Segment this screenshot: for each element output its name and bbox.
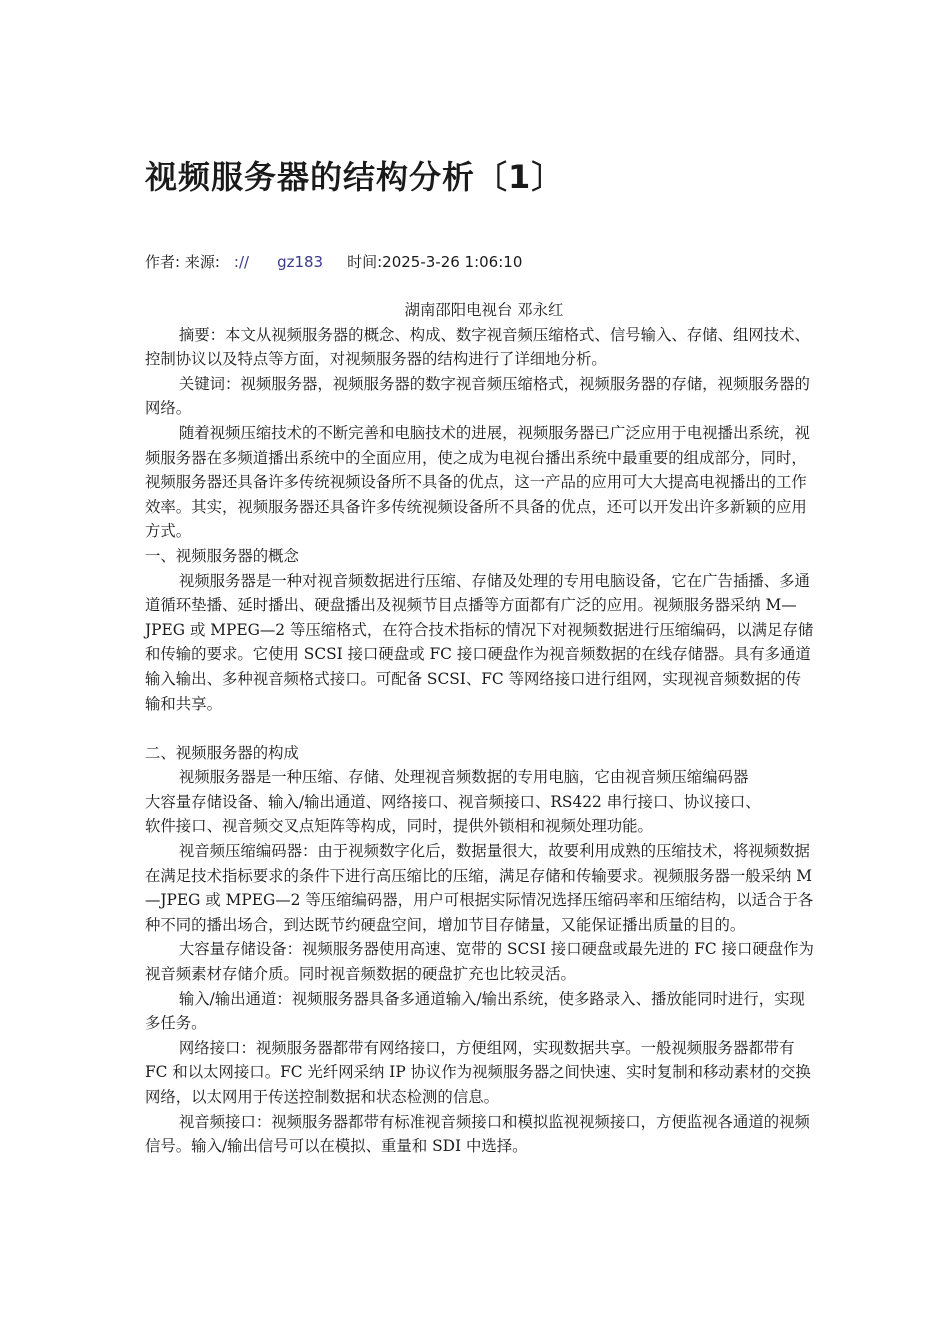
composition-line: 软件接口、视音频交叉点矩阵等构成，同时，提供外锁相和视频处理功能。 [145, 817, 653, 836]
author-link[interactable]: gz183 [277, 253, 324, 271]
storage-paragraph: 大容量存储设备：视频服务器使用高速、宽带的 SCSI 接口硬盘或最先进的 FC 接口硬盘作为视音频素材存储介质。同时视音频数据的硬盘扩充也比较灵活。 [145, 940, 814, 984]
keywords-paragraph: 关键词：视频服务器，视频服务器的数字视音频压缩格式，视频服务器的存储，视频服务器的网络。 [145, 374, 810, 418]
article-meta [145, 251, 522, 272]
network-paragraph: 网络接口：视频服务器都带有网络接口，方便组网，实现数据共享。一般视频服务器都带有 FC 和以太网接口。FC 光纤网采纳 IP 协议作为视频服务器之间快速、实时复制和移动素材的交换网络，以太网用于传送控制数据和状态检测的信息。 [145, 1038, 811, 1106]
article-body [145, 298, 815, 1159]
section-heading-concept: 一、视频服务器的概念 [145, 546, 299, 565]
abstract-paragraph: 摘要：本文从视频服务器的概念、构成、数字视音频压缩格式、信号输入、存储、组网技术、控制协议以及特点等方面，对视频服务器的结构进行了详细地分析。 [145, 325, 810, 369]
encoder-paragraph: 视音频压缩编码器：由于视频数字化后，数据量很大，故要利用成熟的压缩技术，将视频数据在满足技术指标要求的条件下进行高压缩比的压缩，满足存储和传输要求。视频服务器一般采纳 M—JPEG 或 MPEG—2 等压缩编码器，用户可根据实际情况选择压缩码率和压缩结构，以适合于各种不同的播出场合，到达既节约硬盘空间，增加节目存储量，又能保证播出质量的目的。 [145, 842, 814, 934]
page-title: 视频服务器的结构分析〔1〕 [145, 158, 565, 196]
intro-paragraph: 随着视频压缩技术的不断完善和电脑技术的进展，视频服务器已广泛应用于电视播出系统，视频服务器在多频道播出系统中的全面应用，使之成为电视台播出系统中最重要的组成部分，同时，视频服务器还具备许多传统视频设备所不具备的优点，这一产品的应用可大大提高电视播出的工作效率。其实，视频服务器还具备许多传统视频设备所不具备的优点，还可以开发出许多新颖的应用方式。 [145, 423, 810, 541]
composition-line: 大容量存储设备、输入/输出通道、网络接口、视音频接口、RS422 串行接口、协议接口、 [145, 792, 761, 811]
composition-line: 视频服务器是一种压缩、存储、处理视音频数据的专用电脑，它由视音频压缩编码器 [178, 768, 749, 787]
io-paragraph: 输入/输出通道：视频服务器具备多通道输入/输出系统，使多路录入、播放能同时进行，实现多任务。 [145, 989, 805, 1033]
source-link[interactable]: :// [233, 253, 250, 271]
blank-line [145, 716, 815, 741]
meta-label: 作者: 来源: [145, 253, 220, 271]
concept-paragraph: 视频服务器是一种对视音频数据进行压缩、存储及处理的专用电脑设备，它在广告插播、多通道循环垫播、延时播出、硬盘播出及视频节目点播等方面都有广泛的应用。视频服务器采纳 M—JPEG 或 MPEG—2 等压缩格式，在符合技术指标的情况下对视频数据进行压缩编码，以满足存储和传输的要求。它使用 SCSI 接口硬盘或 FC 接口硬盘作为视音频数据的在线存储器。具有多通道输入输出、多种视音频格式接口。可配备 SCSI、FC 等网络接口进行组网，实现视音频数据的传输和共享。 [145, 571, 814, 713]
author-line: 湖南邵阳电视台 邓永红 [404, 301, 564, 319]
av-interface-paragraph: 视音频接口：视频服务器都带有标准视音频接口和模拟监视视频接口，方便监视各通道的视频信号。输入/输出信号可以在模拟、重量和 SDI 中选择。 [145, 1112, 810, 1156]
publish-time: 时间:2025-3-26 1:06:10 [347, 253, 523, 271]
section-heading-composition: 二、视频服务器的构成 [145, 743, 299, 762]
